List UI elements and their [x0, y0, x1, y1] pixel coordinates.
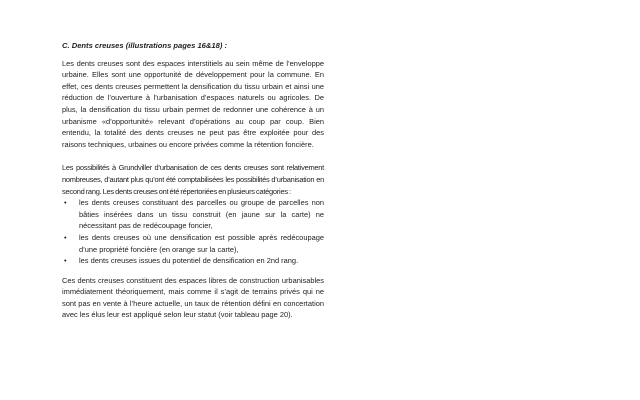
- paragraph-spacer: [62, 150, 324, 162]
- section-dents-creuses: [62, 40, 324, 321]
- paragraph-possibilities: Les possibilités à Grundviller d’urbanisation de ces dents creuses sont relativement nombreuses, d’autant plus qu’ont été comptabilisées les possibilités d’urbanisation en second rang. Les dents creuses ont été répertoriées en plusieurs catégories :: [62, 163, 324, 196]
- list-item-text: les dents creuses issues du potentiel de densification en 2nd rang.: [79, 256, 299, 266]
- section-heading: C. Dents creuses (illustrations pages 16&18) :: [62, 41, 228, 50]
- list-item: [62, 255, 324, 267]
- category-list: [62, 197, 324, 267]
- paragraph-retention: Ces dents creuses constituent des espaces libres de construction urbanisables immédiatement théoriquement, mais comme il s’agit de terrains privés qui ne sont pas en vente à l’heure actuelle, un taux de rétention défini en concertation avec les élus leur est appliqué selon leur statut (voir tableau page 20).: [62, 275, 324, 320]
- bullet-icon: •: [64, 256, 67, 266]
- list-item: [62, 197, 324, 232]
- bullet-icon: •: [64, 232, 67, 242]
- paragraph-intro: Les dents creuses sont des espaces interstitiels au sein même de l’enveloppe urbaine. Elles sont une opportunité de développement pour la commune. En effet, ces dents creuses permettent la densification du tissu urbain et ainsi une réduction de l’ouverture à l’urbanisation d’espaces naturels ou agricoles. De plus, la densification du tissu urbain permet de redonner une cohérence à un urbanisme «d’opportunité» relevant d’opérations au coup par coup. Bien entendu, la totalité des dents creuses ne peut pas être exploitée pour des raisons techniques, urbaines ou encore privées comme la rétention foncière.: [62, 58, 324, 149]
- paragraph-spacer: [62, 267, 324, 275]
- list-item-text: les dents creuses où une densification est possible après redécoupage d’une propriété foncière (en orange sur la carte),: [79, 232, 324, 254]
- list-item: [62, 232, 324, 255]
- list-item-text: les dents creuses constituant des parcelles ou groupe de parcelles non bâties insérées dans un tissu construit (en jaune sur la carte) ne nécessitant pas de redécoupage foncier,: [79, 198, 324, 231]
- bullet-icon: •: [64, 198, 67, 208]
